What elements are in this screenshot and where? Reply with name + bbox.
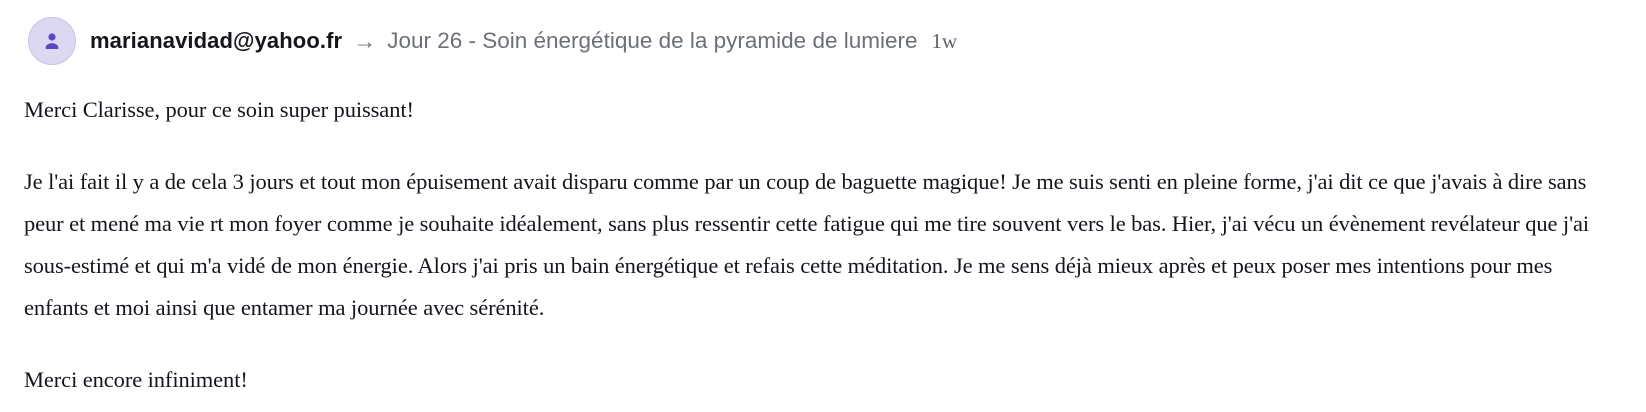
post-title-link[interactable]: Jour 26 - Soin énergétique de la pyramide de lumiere xyxy=(387,27,918,53)
comment-paragraph: Merci encore infiniment! xyxy=(24,367,248,392)
arrow-right-icon: → xyxy=(353,27,377,54)
author-email[interactable]: marianavidad@yahoo.fr xyxy=(90,27,343,53)
comment-header xyxy=(24,17,1622,65)
comment-body xyxy=(24,89,1622,401)
person-icon xyxy=(40,29,64,53)
avatar[interactable] xyxy=(28,17,76,65)
timestamp: 1w xyxy=(931,28,958,53)
header-line xyxy=(90,28,957,55)
comment-paragraph: Je l'ai fait il y a de cela 3 jours et tout mon épuisement avait disparu comme par un coup de baguette magique! Je me suis senti en pleine forme, j'ai dit ce que j'avais à dire sans peur et mené ma vie rt mon foyer comme je souhaite idéalement, sans plus ressentir cette fatigue qui me tire souvent vers le bas. Hier, j'ai vécu un évènement revélateur que j'ai sous-estimé et qui m'a vidé de mon énergie. Alors j'ai pris un bain énergétique et refais cette méditation. Je me sens déjà mieux après et peux poser mes intentions pour mes enfants et moi ainsi que entamer ma journée avec sérénité. xyxy=(24,169,1590,320)
comment-paragraph: Merci Clarisse, pour ce soin super puissant! xyxy=(24,97,414,122)
